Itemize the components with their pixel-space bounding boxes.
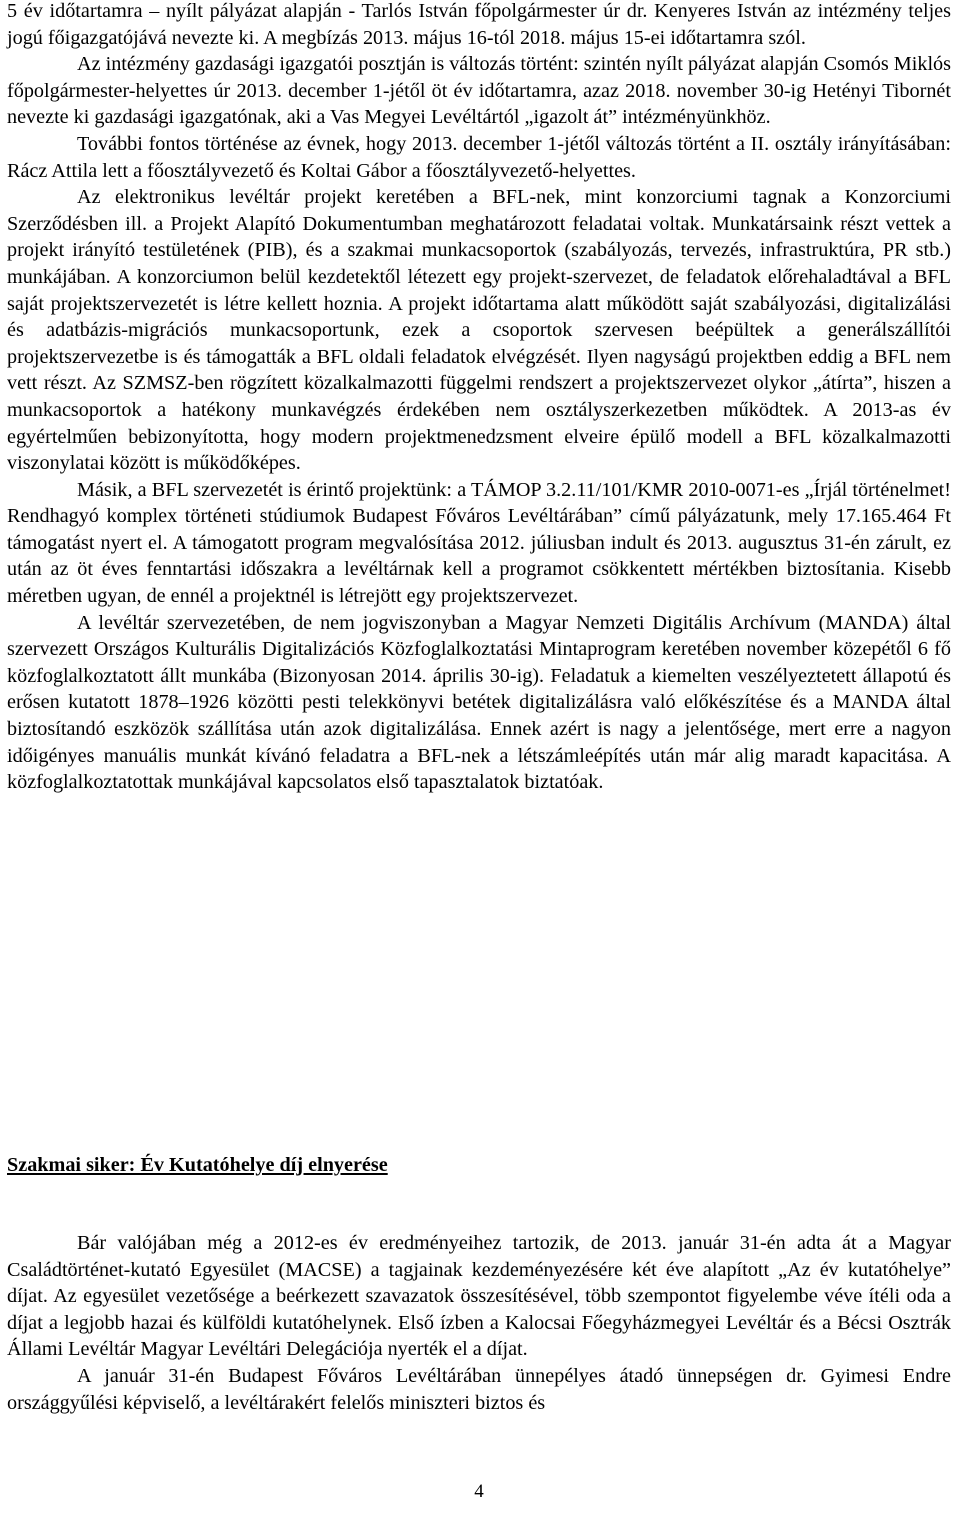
paragraph-electronic-archive-project: Az elektronikus levéltár projekt keretében a BFL-nek, mint konzorciumi tagnak a Konzorciumi Szerződésben ill. a Projekt Alapító Dokumentumban meghatározott feladatai voltak. Munkatársaink részt vettek a projekt irányító testületének (PIB), és a szakmai munkacsoportok (szabályozás, tervezés, infrastruktúra, PR stb.) munkájában. A konzorciumon belül kezdetektől létezett egy projekt-szervezet, de feladatok előrehaladtával a BFL saját projektszervezetét is létre kellett hoznia. A projekt időtartama alatt működött saját szabályozási, digitalizálási és adatbázis-migrációs munkacsoportunk, ezek a csoportok szervesen beépültek a generálszállítói projektszervezetbe is és támogatták a BFL oldali feladatok elvégzését. Ilyen nagyságú projektben eddig a BFL nem vett részt. Az SZMSZ-ben rögzített közalkalmazotti függelmi rendszert a projektszervezet olykor „átírta”, hiszen a munkacsoportok a hatékony munkavégzés érdekében nem osztályszerkezetben működtek. A 2013-as év egyértelműen bebizonyította, hogy modern projektmenedzsment elveire épülő modell a BFL közalkalmazotti viszonylatai között is működőképes. (7, 186, 951, 475)
paragraph-director-appointment: 5 év időtartamra – nyílt pályázat alapján - Tarlós István főpolgármester úr dr. Kenyeres István az intézmény teljes jogú főigazgatójává nevezte ki. A megbízás 2013. május 16-tól 2018. május 15-ei időtartamra szól. (7, 0, 951, 49)
section-heading-award: Szakmai siker: Év Kutatóhelye díj elnyerése (7, 1154, 388, 1176)
paragraph-department-leadership: További fontos történése az évnek, hogy 2013. december 1-jétől változás történt a II. osztály irányításában: Rácz Attila lett a főosztályvezető és Koltai Gábor a főosztályvezető-helyettes. (7, 132, 951, 182)
page-number: 4 (474, 1481, 484, 1502)
paragraph-economic-director: Az intézmény gazdasági igazgatói posztján is változás történt: szintén nyílt pályázat alapján Csomós Miklós főpolgármester-helyettes úr 2013. december 1-jétől öt év időtartamra, azaz 2018. november 30-ig Hetényi Tibornét nevezte ki gazdasági igazgatónak, aki a Vas Megyei Levéltártól „igazolt át” intézményünkhöz. (7, 53, 951, 129)
section-award (7, 1230, 951, 1416)
paragraph-award-description: Bár valójában még a 2012-es év eredményeihez tartozik, de 2013. január 31-én adta át a Magyar Családtörténet-kutató Egyesület (MACSE) a tagjainak kezdeményezésére két éve alapított „Az év kutatóhelye” díjat. Az egyesület vezetősége a beérkezett szavazatok összesítésével, több szempontot figyelembe véve ítéli oda a díjat a legjobb hazai és külföldi kutatóhelynek. Első ízben a Kalocsai Főegyházmegyei Levéltár és a Bécsi Osztrák Állami Levéltár Magyar Levéltári Delegációja nyerték el a díjat. (7, 1232, 951, 1361)
paragraph-manda-program: A levéltár szervezetében, de nem jogviszonyban a Magyar Nemzeti Digitális Archívum (MANDA) által szervezett Országos Kulturális Digitalizációs Közfoglalkoztatási Mintaprogram keretében november közepétől 6 fő közfoglalkoztatott állt munkába (Bizonyosan 2014. április 30-ig). Feladatuk a kiemelten veszélyeztetett állapotú és erősen kutatott 1878–1926 közötti pesti telekkönyvi betétek digitalizálásra való előkészítése és a MANDA által biztosítandó eszközök szállítása után azok digitalizálása. Ennek azért is nagy a jelentősége, mert erre a nagyon időigényes manuális munkát kívánó feladatra a BFL-nek a létszámleépítés után már alig maradt kapacitása. A közfoglalkoztatottak munkájával kapcsolatos első tapasztalatok biztatóak. (7, 611, 951, 794)
document-page (7, 0, 951, 1513)
section-institution-changes (7, 0, 951, 796)
paragraph-tamop-project: Másik, a BFL szervezetét is érintő projektünk: a TÁMOP 3.2.11/101/KMR 2010-0071-es „Írjál történelmet! Rendhagyó komplex történeti stúdiumok Budapest Főváros Levéltárában” című pályázatunk, mely 17.165.464 Ft támogatást nyert el. A támogatott program megvalósítása 2012. júliusban indult és 2013. augusztus 31-én zárult, ez után az öt éves fenntartási időszakra a levéltárnak kell a programot csökkentett mértékben biztosítania. Kisebb méretben ugyan, de ennél a projektnél is létrejött egy projektszervezet. (7, 478, 951, 608)
paragraph-award-ceremony: A január 31-én Budapest Főváros Levéltárában ünnepélyes átadó ünnepségen dr. Gyimesi Endre országgyűlési képviselő, a levéltárakért felelős miniszteri biztos és (7, 1364, 951, 1414)
